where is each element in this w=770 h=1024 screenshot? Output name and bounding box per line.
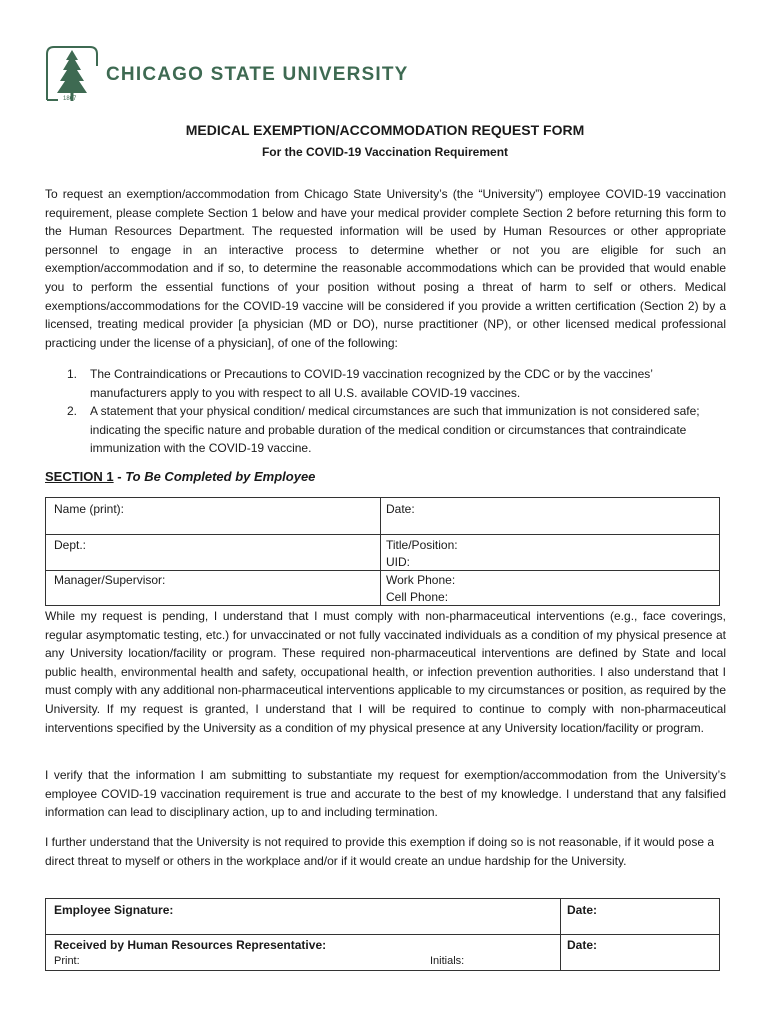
section-1-separator: - — [113, 469, 126, 484]
form-subtitle: For the COVID-19 Vaccination Requirement — [261, 145, 509, 159]
manager-field[interactable]: Manager/Supervisor: — [54, 573, 166, 587]
initials-field[interactable]: Initials: — [430, 955, 465, 967]
employee-signature-field[interactable]: Employee Signature: — [54, 903, 174, 917]
university-logo — [44, 44, 409, 106]
list-item — [45, 365, 726, 402]
employee-info-table — [45, 497, 720, 606]
section-1-subtitle: To Be Completed by Employee — [125, 469, 316, 484]
name-field[interactable]: Name (print): — [54, 502, 125, 516]
signature-date-field[interactable]: Date: — [567, 903, 598, 917]
further-paragraph: I further understand that the University is not required to provide this exemption if doing so is not reasonable, if it would pose a direct threat to myself or others in the workplace and/or if it would create an undue hardship for the University. — [45, 835, 715, 868]
work-phone-field[interactable]: Work Phone: — [386, 573, 456, 587]
cell-phone-field[interactable]: Cell Phone: — [386, 590, 449, 604]
uid-field[interactable]: UID: — [386, 555, 410, 569]
conditions-list — [45, 365, 726, 458]
intro-paragraph: To request an exemption/accommodation from Chicago State University’s (the “University”) employee COVID-19 vaccination requirement, please complete Section 1 below and have your medical provider complete Section 2 before returning this form to the Human Resources Department. The requested information will be used by Human Resources or other appropriate personnel to engage in an interactive process to determine whether or not you are eligible for such an exemption/accommodation and if so, to determine the reasonable accommodations which can be provided that would enable you to perform the essential functions of your position without posing a threat of harm to self or others. Medical exemptions/accommodations for the COVID-19 vaccine will be considered if you provide a written certification (Section 2) by a licensed, treating medical provider [a physician (MD or DO), nurse practitioner (NP), or other licensed medical professional practicing under the license of a physician], of one of the following: — [45, 187, 726, 350]
title-position-field[interactable]: Title/Position: — [386, 538, 458, 552]
list-item-number: 1. — [67, 367, 78, 381]
section-1-heading — [45, 469, 315, 484]
print-field[interactable]: Print: — [54, 955, 80, 967]
list-item-number: 2. — [67, 404, 78, 419]
list-item-text: The Contraindications or Precautions to COVID-19 vaccination recognized by the CDC or by the vaccines’ manufacturers apply to you with respect to all U.S. available COVID-19 vaccines. — [90, 367, 653, 400]
university-name: CHICAGO STATE UNIVERSITY — [106, 64, 409, 85]
form-title: MEDICAL EXEMPTION/ACCOMMODATION REQUEST FORM — [185, 122, 585, 138]
date-field[interactable]: Date: — [386, 502, 415, 516]
dept-field[interactable]: Dept.: — [54, 538, 87, 552]
founded-year: 1867 — [63, 96, 77, 102]
section-1-label: SECTION 1 — [45, 469, 114, 484]
list-item-text: A statement that your physical condition/ medical circumstances are such that immunization is not considered safe; indicating the specific nature and probable duration of the medical condition or circumstances that contraindicate immunization with the COVID-19 vaccine. — [90, 404, 700, 456]
hr-representative-field[interactable]: Received by Human Resources Representative: — [54, 938, 327, 952]
verify-paragraph: I verify that the information I am submitting to substantiate my request for exemption/accommodation from the University’s employee COVID-19 vaccination requirement is true and accurate to the best of my knowledge. I understand that any falsified information can lead to disciplinary action, up to and including termination. — [45, 768, 726, 820]
list-item — [45, 402, 726, 458]
hr-date-field[interactable]: Date: — [567, 938, 598, 952]
pending-paragraph: While my request is pending, I understand that I must comply with non-pharmaceutical interventions (e.g., face coverings, regular asymptomatic testing, etc.) for unvaccinated or not fully vaccinated individuals as a condition of my physical presence at any University location/facility or program. These required non-pharmaceutical interventions are defined by State and local public health, environmental health and safety, occupational health, or infection prevention authorities. I also understand that I must comply with any additional non-pharmaceutical interventions applicable to my circumstances or position, as required by the University. If my request is granted, I understand that I will be required to continue to comply with non-pharmaceutical interventions specified by the University as a condition of my physical presence at any University location/facility or program. — [45, 609, 727, 735]
